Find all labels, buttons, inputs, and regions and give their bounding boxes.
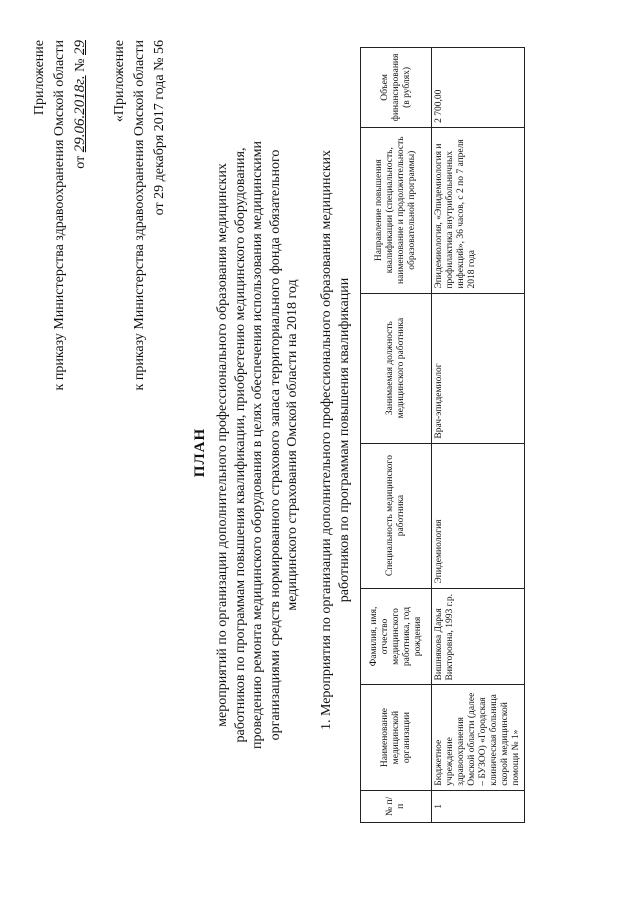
cell-position: Врач-эпидемиолог (432, 293, 525, 443)
header-org: Наименование медицинской организации (361, 685, 432, 790)
appendix-order: к приказу Министерства здравоохранения Омской области (52, 40, 67, 391)
cell-specialty: Эпидемиология (432, 443, 525, 588)
header-volume: Объем финансирования (в рублях) (361, 48, 432, 128)
appendix-date: 29.06.2018г. (72, 75, 88, 153)
cell-fio: Вишнякова Дарья Викторовна, 1993 г.р. (432, 588, 525, 685)
header-num: № п/п (361, 790, 432, 822)
appendix-old-block (110, 40, 170, 390)
header-direction: Направление повышения квалификации (специальность, наименование и продолжительность образовательной программы) (361, 127, 432, 293)
appendix-number: 29 (72, 40, 88, 55)
cell-org: Бюджетное учреждение здравоохранения Омской области (далее – БУЗОО) «Городская клиническая больница скорой медицинской помощи № 1» (432, 685, 525, 790)
cell-volume: 2 700,00 (432, 48, 525, 128)
table-row (432, 48, 525, 823)
plan-description: мероприятий по организации дополнительного профессионального образования медицинских работников по программам повышения квалификации, приобретению медицинского оборудования, проведению ремонта медицинского оборудования в целях обеспечения использования медицинскими организациями средств нормированного страхового запаса территориального фонда обязательного медицинского страхования Омской области на 2018 год (215, 140, 300, 750)
appendix-num-sign: № (73, 58, 88, 72)
measures-table (360, 47, 525, 823)
cell-direction: Эпидемиология, «Эпидемиология и профилактика внутрибольничных инфекций», 36 часов, с 2 по 7 апреля 2018 года (432, 127, 525, 293)
appendix-block (30, 40, 91, 390)
table-header-row (361, 48, 432, 823)
appendix-old-order: к приказу Министерства здравоохранения Омской области (132, 40, 147, 391)
appendix-date-line (70, 40, 91, 390)
section-title: 1. Мероприятия по организации дополнительного профессионального образования медицинских работников по программам повышения квалификации (319, 149, 352, 731)
appendix-title: Приложение (32, 40, 47, 116)
appendix-from: от (73, 155, 88, 169)
appendix-old-date: от 29 декабря 2017 года № 56 (152, 40, 167, 216)
header-fio: Фамилия, имя, отчество медицинского работника, год рождения (361, 588, 432, 685)
header-specialty: Специальность медицинского работника (361, 443, 432, 588)
appendix-old-title: «Приложение (112, 40, 127, 123)
plan-title: ПЛАН (192, 427, 208, 478)
header-position: Занимаемая должность медицинского работника (361, 293, 432, 443)
cell-num: 1 (432, 790, 525, 822)
